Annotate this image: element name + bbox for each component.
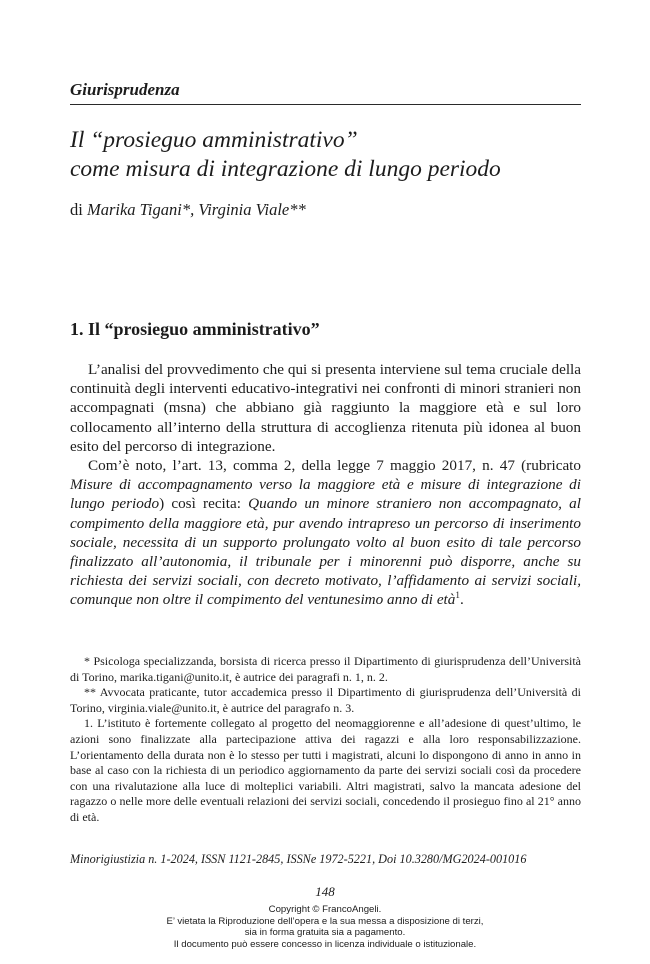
page-number: 148: [315, 884, 335, 899]
footnote-ref-1[interactable]: 1: [455, 590, 460, 601]
footnote-1: 1. L’istituto è fortemente collegato al progetto del neomaggiorenne e all’adesione di quest’ultimo, le azioni sono finalizzate alla partecipazione attiva dei ragazzi e alla loro responsabilizzazione. L’orientamento della durata non è lo stesso per tutti i magistrati, alcuni lo dispongono di anno in anno in base al caso con la richiesta di un periodico aggiornamento da parte dei servizi sociali così da procedere con una rivalutazione alla luce di molteplici variabili. Altri magistrati, salvo la mancata adesione del ragazzo o nelle more delle eventuali relazioni dei servizi sociali, concedendo il prosieguo fino al 21° anno di età.: [70, 716, 581, 824]
paragraph-2-end: .: [459, 591, 464, 609]
body-text: [70, 360, 581, 610]
copyright-line-1: Copyright © FrancoAngeli.: [268, 904, 382, 915]
law-quote: Quando un minore straniero non accompagnato, al compimento della maggiore età, pur avendo intrapreso un percorso di inserimento sociale, necessita di un supporto prolungato volto al buon esito di tale percorso finalizzato all’autonomia, il tribunale per i minorenni può disporre, anche su richiesta dei servizi sociali, con decreto motivato, l’affidamento ai servizi sociali, comunque non oltre il compimento del ventunesimo anno di età: [70, 495, 581, 609]
journal-citation: Minorigiustizia n. 1-2024, ISSN 1121-2845, ISSNe 1972-5221, Doi 10.3280/MG2024-001016: [70, 852, 527, 866]
section-heading: 1. Il “prosieguo amministrativo”: [70, 319, 320, 339]
copyright-line-4: Il documento può essere concesso in licenza individuale o istituzionale.: [173, 938, 477, 950]
footnotes: [70, 654, 581, 826]
paragraph-2-part-a: Com’è noto, l’art. 13, comma 2, della legge 7 maggio 2017, n. 47 (rubricato: [88, 457, 581, 475]
law-heading-citation: Misure di accompagnamento verso la maggiore età e misure di integrazione di lungo periodo: [70, 476, 581, 513]
header-rule: [70, 104, 581, 105]
byline-prefix: di: [70, 200, 83, 219]
byline-authors: Marika Tigani*, Virginia Viale**: [86, 200, 306, 219]
article-title: [70, 126, 590, 184]
copyright-notice: [0, 904, 650, 950]
section-label: Giurisprudenza: [70, 80, 180, 99]
paragraph-1: L’analisi del provvedimento che qui si presenta interviene sul tema cruciale della continuità degli interventi educativo-integrativi nei confronti di minori stranieri non accompagnati (msna) che abbiano già raggiunto la maggiore età e sul loro collocamento all’interno della struttura di accoglienza ritenuta più idonea al buon esito del percorso di integrazione.: [70, 361, 581, 455]
footnote-author-2: ** Avvocata praticante, tutor accademica presso il Dipartimento di giurisprudenza dell’Università di Torino, virginia.viale@unito.it, è autrice del paragrafo n. 3.: [70, 685, 581, 715]
copyright-line-2: E’ vietata la Riproduzione dell’opera e la sua messa a disposizione di terzi,: [166, 915, 484, 927]
article-title-line-2: come misura di integrazione di lungo periodo: [70, 156, 501, 182]
paragraph-2: [70, 456, 581, 610]
byline: [70, 200, 306, 220]
article-title-line-1: Il “prosieguo amministrativo”: [70, 127, 358, 153]
footnote-author-1: * Psicologa specializzanda, borsista di ricerca presso il Dipartimento di giurisprudenza dell’Università di Torino, marika.tigani@unito.it, è autrice dei paragrafi n. 1, n. 2.: [70, 654, 581, 684]
copyright-line-3: sia in forma gratuita sia a pagamento.: [244, 927, 406, 939]
paragraph-2-part-c: ) così recita:: [159, 495, 249, 513]
